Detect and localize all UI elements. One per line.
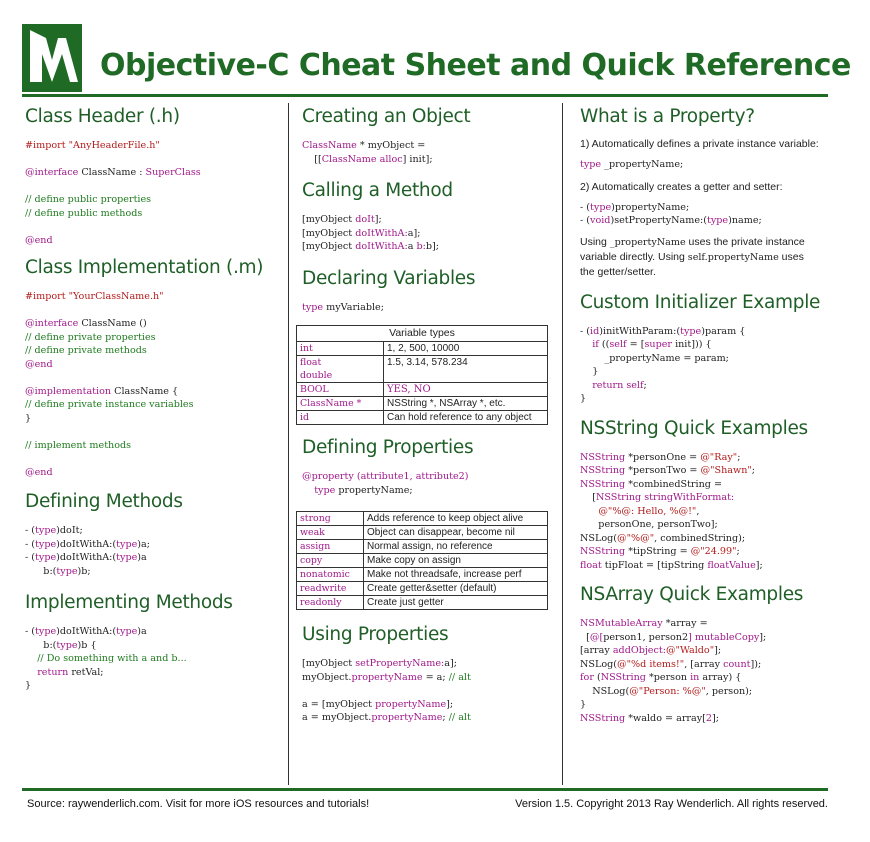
column-1 xyxy=(25,106,275,693)
raywenderlich-logo-icon xyxy=(22,24,82,92)
section-heading-implementing-methods: Implementing Methods xyxy=(25,592,233,613)
code-nsarray: NSMutableArray *array = [@[person1, person2] mutableCopy]; [array addObject:@"Waldo"]; NSLog(@"%d items!", [array count]); for (NSString *person in array) { NSLog(@"Person: %@", person); } NSString *waldo = array[2]; xyxy=(580,618,767,724)
table-row: assign Normal assign, no reference xyxy=(297,540,548,554)
table-row: id Can hold reference to any object xyxy=(297,411,548,425)
column-3 xyxy=(580,106,830,725)
section-heading-custom-initializer: Custom Initializer Example xyxy=(580,291,821,313)
property-text-1: 1) Automatically defines a private instance variable: xyxy=(580,138,819,150)
property-text-3: Using _propertyName uses the private instance variable directly. Using self.propertyName uses the getter/setter. xyxy=(580,235,805,278)
section-heading-nsarray: NSArray Quick Examples xyxy=(580,584,804,605)
code-property-accessors: - (type)propertyName; - (void)setPropertyName:(type)name; xyxy=(580,201,762,226)
code-nsstring: NSString *personOne = @"Ray"; NSString *personTwo = @"Shawn"; NSString *combinedString = [NSString stringWithFormat: @"%@: Hello, %@!", personOne, personTwo]; NSLog(@"%@", combinedString); NSString *tipString = @"24.99"; float tipFloat = [tipString floatValue]; xyxy=(580,451,763,571)
section-heading-calling-method: Calling a Method xyxy=(302,180,453,201)
section-heading-declaring-variables: Declaring Variables xyxy=(302,267,476,289)
footer-source: Source: raywenderlich.com. Visit for more iOS resources and tutorials! xyxy=(27,798,370,810)
table-row: copy Make copy on assign xyxy=(297,554,548,568)
code-defining-methods: - (type)doIt; - (type)doItWithA:(type)a; - (type)doItWithA:(type)a b:(type)b; xyxy=(25,525,150,577)
section-heading-class-implementation: Class Implementation (.m) xyxy=(25,257,264,278)
page-title: Objective-C Cheat Sheet and Quick Reference xyxy=(100,48,851,83)
table-row: readonly Create just getter xyxy=(297,596,548,610)
variable-types-table xyxy=(296,325,548,425)
footer-copyright: Version 1.5. Copyright 2013 Ray Wenderlich. All rights reserved. xyxy=(515,798,828,810)
section-heading-defining-methods: Defining Methods xyxy=(25,491,183,512)
code-defining-properties: @property (attribute1, attribute2) type propertyName; xyxy=(302,471,469,496)
table-row: weak Object can disappear, become nil xyxy=(297,526,548,540)
table-row: readwrite Create getter&setter (default) xyxy=(297,582,548,596)
code-using-properties: [myObject setPropertyName:a]; myObject.propertyName = a; // alt a = [myObject propertyName]; a = myObject.propertyName; // alt xyxy=(302,658,471,723)
section-heading-creating-object: Creating an Object xyxy=(302,106,471,127)
table-row: strong Adds reference to keep object alive xyxy=(297,512,548,526)
footer-divider xyxy=(22,788,828,791)
property-text-2: 2) Automatically creates a getter and setter: xyxy=(580,180,783,193)
column-divider xyxy=(288,103,289,785)
section-heading-what-is-property: What is a Property? xyxy=(580,106,755,127)
section-heading-using-properties: Using Properties xyxy=(302,624,449,645)
table-title: Variable types xyxy=(297,326,548,342)
section-heading-defining-properties: Defining Properties xyxy=(302,437,474,458)
table-row: BOOL YES, NO xyxy=(297,383,548,397)
code-implementing-methods: - (type)doItWithA:(type)a b:(type)b { // Do something with a and b... return retVal; } xyxy=(25,626,187,691)
column-divider xyxy=(562,103,563,785)
column-2 xyxy=(302,106,552,725)
header-divider xyxy=(22,94,828,97)
code-custom-initializer: - (id)initWithParam:(type)param { if ((self = [super init])) { _propertyName = param; } return self; } xyxy=(580,325,746,404)
code-class-implementation: #import "YourClassName.h" @interface ClassName () // define private properties // define private methods @end @implementation ClassName { // define private instance variables } // implement methods @end xyxy=(25,291,194,478)
code-creating-object: ClassName * myObject = [[ClassName alloc] init]; xyxy=(302,140,433,165)
code-class-header: #import "AnyHeaderFile.h" @interface ClassName : SuperClass // define public properties // define public methods @end xyxy=(25,140,201,246)
code-declaring-variables: type myVariable; xyxy=(302,301,384,313)
table-row: float double 1.5, 3.14, 578.234 xyxy=(297,356,548,383)
property-attributes-table xyxy=(296,511,548,610)
table-row: int 1, 2, 500, 10000 xyxy=(297,342,548,356)
section-heading-class-header: Class Header (.h) xyxy=(25,106,180,127)
table-row: ClassName * NSString *, NSArray *, etc. xyxy=(297,397,548,411)
section-heading-nsstring: NSString Quick Examples xyxy=(580,417,808,439)
code-property-ivar: type _propertyName; xyxy=(580,159,684,170)
table-row: nonatomic Make not threadsafe, increase perf xyxy=(297,568,548,582)
code-calling-method: [myObject doIt]; [myObject doItWithA:a]; [myObject doItWithA:a b:b]; xyxy=(302,214,440,252)
